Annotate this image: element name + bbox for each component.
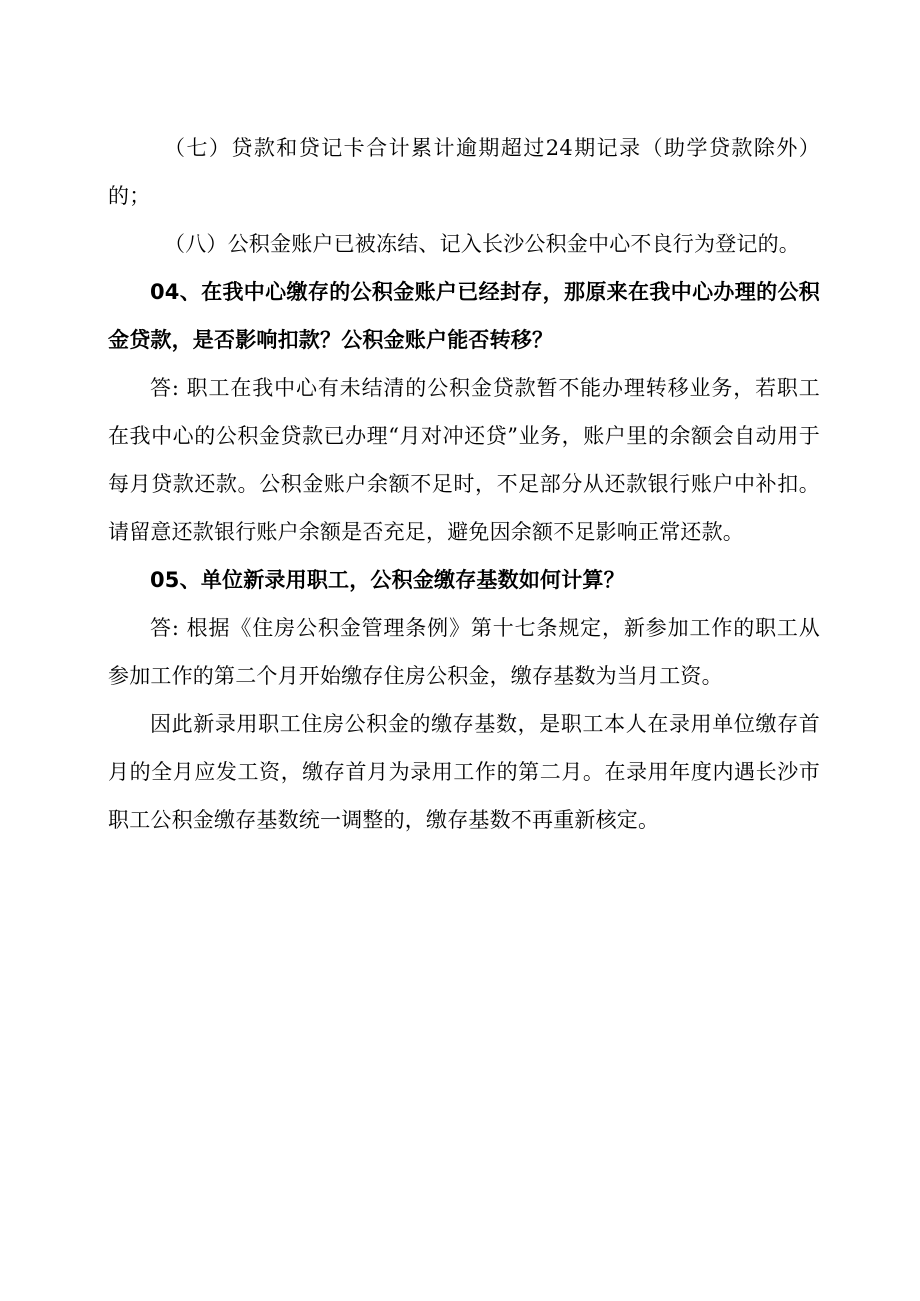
answer-05-followup-paragraph: 因此新录用职工住房公积金的缴存基数，是职工本人在录用单位缴存首月的全月应发工资，缴存首月为录用工作的第二月。在录用年度内遇长沙市职工公积金缴存基数统一调整的，缴存基数不再重新核定。 (108, 712, 820, 832)
list-item-7: （七）贷款和贷记卡合计累计逾期超过24期记录（助学贷款除外）的； (108, 136, 820, 208)
document-body (108, 124, 820, 844)
answer-04-paragraph: 答: 职工在我中心有未结清的公积金贷款暂不能办理转移业务，若职工在我中心的公积金贷款已办理“月对冲还贷”业务，账户里的余额会自动用于每月贷款还款。公积金账户余额不足时，不足部分从还款银行账户中补扣。请留意还款银行账户余额是否充足，避免因余额不足影响正常还款。 (108, 376, 820, 544)
question-05-heading: 05、单位新录用职工，公积金缴存基数如何计算？ (150, 568, 625, 592)
list-item-8: （八）公积金账户已被冻结、记入长沙公积金中心不良行为登记的。 (164, 232, 800, 256)
question-04-heading: 04、在我中心缴存的公积金账户已经封存，那原来在我中心办理的公积金贷款，是否影响扣款？公积金账户能否转移？ (108, 280, 820, 352)
answer-05-paragraph: 答: 根据《住房公积金管理条例》第十七条规定，新参加工作的职工从参加工作的第二个月开始缴存住房公积金，缴存基数为当月工资。 (108, 616, 820, 688)
